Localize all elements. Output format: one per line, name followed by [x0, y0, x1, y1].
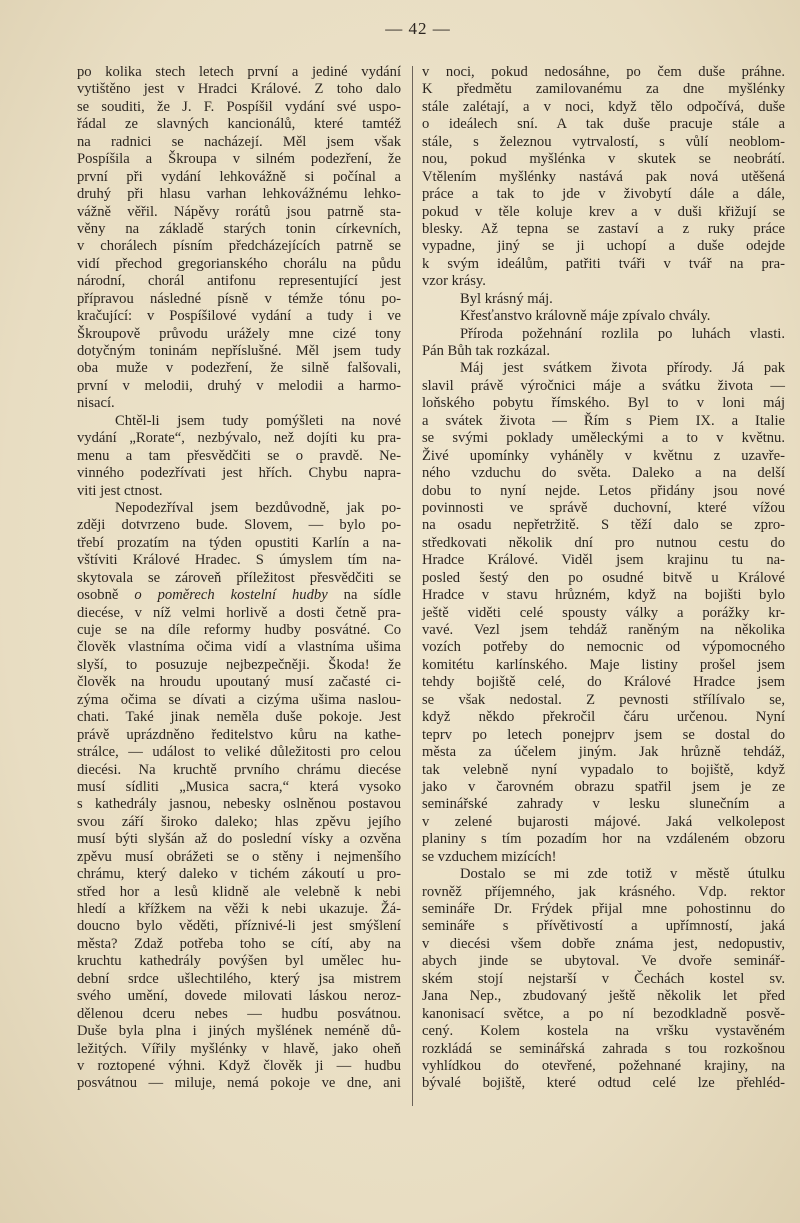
text-line: právě uprázdněno ředitelstvo kůru na kathe- — [77, 726, 401, 743]
text-line: dělenou dceru nebes — hudbu posvátnou. — [77, 1005, 401, 1022]
text-line: přípravou následné písně v témže tónu po- — [77, 290, 401, 307]
text-line: zpěvu musí obrážeti se o stěny i nejmenšího — [77, 848, 401, 865]
text-line: skytovala se zároveň příležitost přesvědčiti se — [77, 569, 401, 586]
paragraph — [77, 500, 401, 1093]
text-line: střed hor a lesů klidně ale velebně k nebi — [77, 883, 401, 900]
text-line: Pospíšila a Škroupa v silném podezření, že — [77, 151, 401, 168]
text-line: řádal ze slavných kancionálů, které tamtéž — [77, 116, 401, 133]
text-line: Hradce v stavu hrůzném, když na bojišti bylo — [422, 587, 785, 604]
text-line: semináře Dr. Frýdek přijal mne pohostinnu do — [422, 901, 785, 917]
text-line: strálce, — událost to veliké důležitosti pro celou — [77, 744, 401, 761]
text-line: první v melodii, druhý v melodii a harmo- — [77, 377, 401, 394]
text-line: vštíviti Králové Hradec. S úmyslem tím na- — [77, 552, 401, 569]
italic-phrase: o poměrech kostelní hudby — [134, 587, 328, 604]
paragraph — [422, 326, 785, 361]
text-line — [77, 587, 401, 604]
text-line: musí býti slyšán až do poslední vísky a ozvěna — [77, 831, 401, 848]
text-line: vydání „Rorate“, nezbývalo, než dojíti ku pra- — [77, 430, 401, 447]
text-line: tak velebně nyní vypadalo to bojiště, když — [422, 761, 785, 778]
text-line: seminářské zahrady v lesku slunečním a — [422, 796, 785, 813]
text-line: v diecési všem dobře známa jest, nedopustiv, — [422, 935, 785, 952]
text-line: ležitých. Vířily myšlénky v hlavě, jako oheň — [77, 1040, 401, 1057]
text-line: loňského pobytu římského. Byl to v loni máj — [422, 395, 785, 412]
text-line: Živé upomínky vyháněly v květnu z uzavře- — [422, 447, 785, 464]
text-line: vozích potřeby do nemocnic od výpomocného — [422, 639, 785, 656]
paragraph — [422, 360, 785, 866]
text-line: teprv po letech ponejprv jsem se dostal do — [422, 726, 785, 743]
text-line: Příroda požehnání rozlila po luhách vlasti. — [460, 325, 785, 342]
text-line: slyší, to posuzuje nejbezpečněji. Škoda! že — [77, 656, 401, 673]
text-line: města? Zdaž potřeba toho se cítí, aby na — [77, 935, 401, 952]
text-line: se souditi, že J. F. Pospíšil vydání své uspo- — [77, 98, 401, 115]
text-line: vinného podezřívati jest hřích. Chybu napra- — [77, 465, 401, 482]
text-line: Škroupově průvodu urážely mne cizé tony — [77, 325, 401, 342]
text-line: semináře s přívětivostí a upřímností, jaká — [422, 918, 785, 935]
text-line: v chorálech písním předcházejících patrně se — [77, 238, 401, 255]
text-line: když někdo překročil čáru určenou. Nyní — [422, 709, 785, 726]
page-number: — 42 — — [385, 19, 451, 38]
text-line: stále, s železnou vytrvalostí, s vůlí neoblom- — [422, 133, 785, 150]
text-line: povinnosti ve správě duchovní, které vížou — [422, 499, 785, 516]
text-line: a svátek života — Řím s Piem IX. a Italie — [422, 412, 785, 429]
text-line: nisací. — [77, 395, 115, 412]
text-line: dební srdce ušlechtilého, který jsa mistrem — [77, 970, 401, 987]
text-line: jako v čarovném obrazu spatřil jsem je ze — [422, 778, 785, 795]
text-line: nou, pokud myšlénka v skutek se neobrátí. — [422, 151, 785, 168]
text-column-left — [77, 64, 401, 1093]
text-line: v roztopené výhni. Když člověk ji — hudbu — [77, 1057, 401, 1074]
text-line: tehdy bojiště celé, do Králové Hradce jsem — [422, 674, 785, 691]
text-line: středkovati několik dní pro nutnou cestu do — [422, 534, 785, 551]
text-line: Křesťanstvo královně máje zpívalo chvály. — [460, 308, 711, 325]
text-line: vzor krásy. — [422, 273, 486, 290]
text-line: první při vydání lehkovážně si počínal a — [77, 168, 401, 185]
text-line: blesky. Až tepna se zastaví a z ruky práce — [422, 220, 785, 237]
text-line: vytištěno jest v Hradci Králové. Z toho dalo — [77, 81, 401, 98]
text-line: Vtělením myšlénky nastává pak nová utěšená — [422, 168, 785, 185]
text-line: se svými poklady uměleckými a to v květnu. — [422, 430, 785, 447]
text-line: kračující: v Pospíšilové vydání a tudy i ve — [77, 308, 401, 325]
text-line: Jana Nep., zbudovaný ještě několik let před — [422, 988, 785, 1005]
text-segment: osobně — [77, 587, 135, 604]
text-line: vavé. Vezl jsem tehdáž raněným na několika — [422, 622, 785, 638]
text-line: vyhlídkou do otevřené, požehnané krajiny, na — [422, 1057, 785, 1074]
text-line: druhý při hlasu varhan lehkovážnému lehko- — [77, 186, 401, 203]
text-line: diecési. Na kruchtě prvního chrámu diecése — [77, 761, 401, 778]
text-line: národní, chorál antifonu representující jest — [77, 273, 401, 290]
text-line: hledí a křížkem na věži k nebi ukazuje. Žá- — [77, 901, 401, 917]
text-line: planiny s tím pozadím hor na vzdáleném obzoru — [422, 831, 785, 848]
text-line: kanonisací světce, a po ní bezodkladně posvě- — [422, 1005, 785, 1022]
text-line: bývalé bojiště, které odtud celé lze přehléd- — [422, 1075, 785, 1092]
paragraph — [422, 291, 785, 308]
text-line: chrámu, který daleko v tichém zákoutí u pro- — [77, 866, 401, 883]
text-line: Byl krásný máj. — [460, 290, 553, 307]
text-line: práce a tak to jde v živobytí dále a dále, — [422, 186, 785, 203]
text-line: stále zalétají, a v noci, když tělo odpočívá, duše — [422, 98, 785, 115]
text-line: viti jest ctnost. — [77, 482, 163, 499]
text-line: třebí prozatím na týden opustiti Karlín a na- — [77, 534, 401, 551]
text-line: Duše byla plna i jiných myšlének neméně dů- — [77, 1023, 401, 1040]
text-line: chati. Také jinak neměla duše pokoje. Jest — [77, 709, 401, 726]
text-line: vidí přechod gregorianského chorálu na půdu — [77, 255, 401, 272]
text-line: ském stojí nejstarší v Čechách kostel sv. — [422, 970, 785, 987]
paragraph — [422, 308, 785, 325]
text-line: Máj jest svátkem života přírody. Já pak — [460, 360, 785, 377]
text-line: dotyčným toninám nepříslušné. Měl jsem tudy — [77, 343, 401, 359]
text-line: pokud v těle koluje krev a v duši křižují se — [422, 203, 785, 220]
text-line: Nepodezříval jsem bezdůvodně, jak po- — [115, 499, 401, 516]
text-line: člověk na hroudu upoutaný musí začasté ci- — [77, 674, 401, 691]
text-line: komitétu karlínského. Maje listiny prošel jsem — [422, 656, 785, 673]
text-line: Chtěl-li jsem tudy pomýšleti na nové — [115, 412, 401, 429]
text-line: svou září široko daleko; hlas zpěvu jejího — [77, 813, 401, 830]
text-line: K předmětu zamilovanému za dne myšlénky — [422, 81, 785, 98]
text-line: rovněž příjemného, jak krásného. Vdp. rektor — [422, 883, 785, 900]
paragraph — [422, 64, 785, 291]
text-line: k svým ideálům, patřiti tváři v tvář na pra- — [422, 255, 785, 272]
paragraph — [77, 413, 401, 500]
text-line: zději dotvrzeno bude. Slovem, — bylo po- — [77, 517, 401, 534]
text-line: vypadne, jiný se ji uchopí a duše odejde — [422, 238, 785, 255]
text-line: cený. Kolem kostela na vršku vystavěném — [422, 1023, 785, 1040]
text-line: diecése, v níž velmi horlivě a dosti četně pra- — [77, 604, 401, 621]
text-line: vážně věřil. Nápěvy rorátů jsou patrně sta- — [77, 203, 401, 220]
text-line: abych jinde se ubytoval. Ve dvoře seminář- — [422, 953, 785, 970]
text-line: menu a tam přesvědčiti se o pravdě. Ne- — [77, 447, 401, 464]
text-line: ného vzduchu do světa. Daleko a na delší — [422, 465, 785, 482]
paragraph — [422, 866, 785, 1093]
text-line: se však nedostal. Z pevnosti střílívalo se, — [422, 691, 785, 708]
text-line: s kathedrály jasnou, nebesky oslněnou postavou — [77, 796, 401, 813]
text-line: rozkládá se seminářská zahrada s tou rozkošnou — [422, 1040, 785, 1057]
text-line: o ideálech sní. A tak duše pracuje stále a — [422, 116, 785, 133]
text-line: kruchtu kathedrály povýšen byl umělec hu- — [77, 953, 401, 970]
text-line: oba muže v podezření, že silně falšovali, — [77, 360, 401, 377]
text-line: na osadu nepřetržitě. S těží dalo se zpro- — [422, 517, 785, 534]
text-line: dobu to nyní nejde. Letos přidány jsou nové — [422, 482, 785, 499]
text-line: svého umění, dovede milovati láskou neroz- — [77, 988, 401, 1005]
text-line: doucno bylo věděti, příznivé-li jest smýšlení — [77, 918, 401, 935]
text-line: věny na základě starých tonin církevních, — [77, 220, 401, 237]
text-line: člověk vlastníma očima vidí a vlastníma ušima — [77, 639, 401, 656]
text-column-right — [422, 64, 785, 1093]
text-line: cuje se na díle reformy hudby posvátné. Co — [77, 622, 401, 638]
text-line: Dostalo se mi zde totiž v městě útulku — [460, 866, 785, 883]
text-line: Hradce Králové. Viděl jsem krajinu tu na- — [422, 552, 785, 569]
text-line: v noci, pokud nedosáhne, po čem duše práhne. — [422, 64, 785, 80]
text-line: po kolika stech letech první a jediné vydání — [77, 64, 401, 80]
text-line: v zelené bujarosti májové. Jaká velkolepost — [422, 813, 785, 830]
text-line: Pán Bůh tak rozkázal. — [422, 343, 551, 359]
column-divider — [412, 66, 413, 1106]
paragraph — [77, 64, 401, 413]
text-line: musí sídliti „Musica sacra,“ která vysoko — [77, 778, 401, 795]
text-line: slavil právě výročnici máje a svátku života — — [422, 377, 785, 394]
text-line: se vzduchem mizících! — [422, 848, 557, 865]
text-line: ještě viděti celé spousty války a porážky kr- — [422, 604, 785, 621]
text-segment: na sídle — [327, 587, 401, 604]
text-line: posled šestý den po osudné bitvě u Králové — [422, 569, 785, 586]
text-line: posvátnou — miluje, nemá pokoje ve dne, ani — [77, 1075, 401, 1092]
text-line: na radnici se nacházejí. Měl jsem však — [77, 133, 401, 150]
text-line: města za účelem jiným. Jak hrůzně tehdáž, — [422, 744, 785, 761]
text-line: zýma očima se dívati a cizýma ušima naslou- — [77, 691, 401, 708]
